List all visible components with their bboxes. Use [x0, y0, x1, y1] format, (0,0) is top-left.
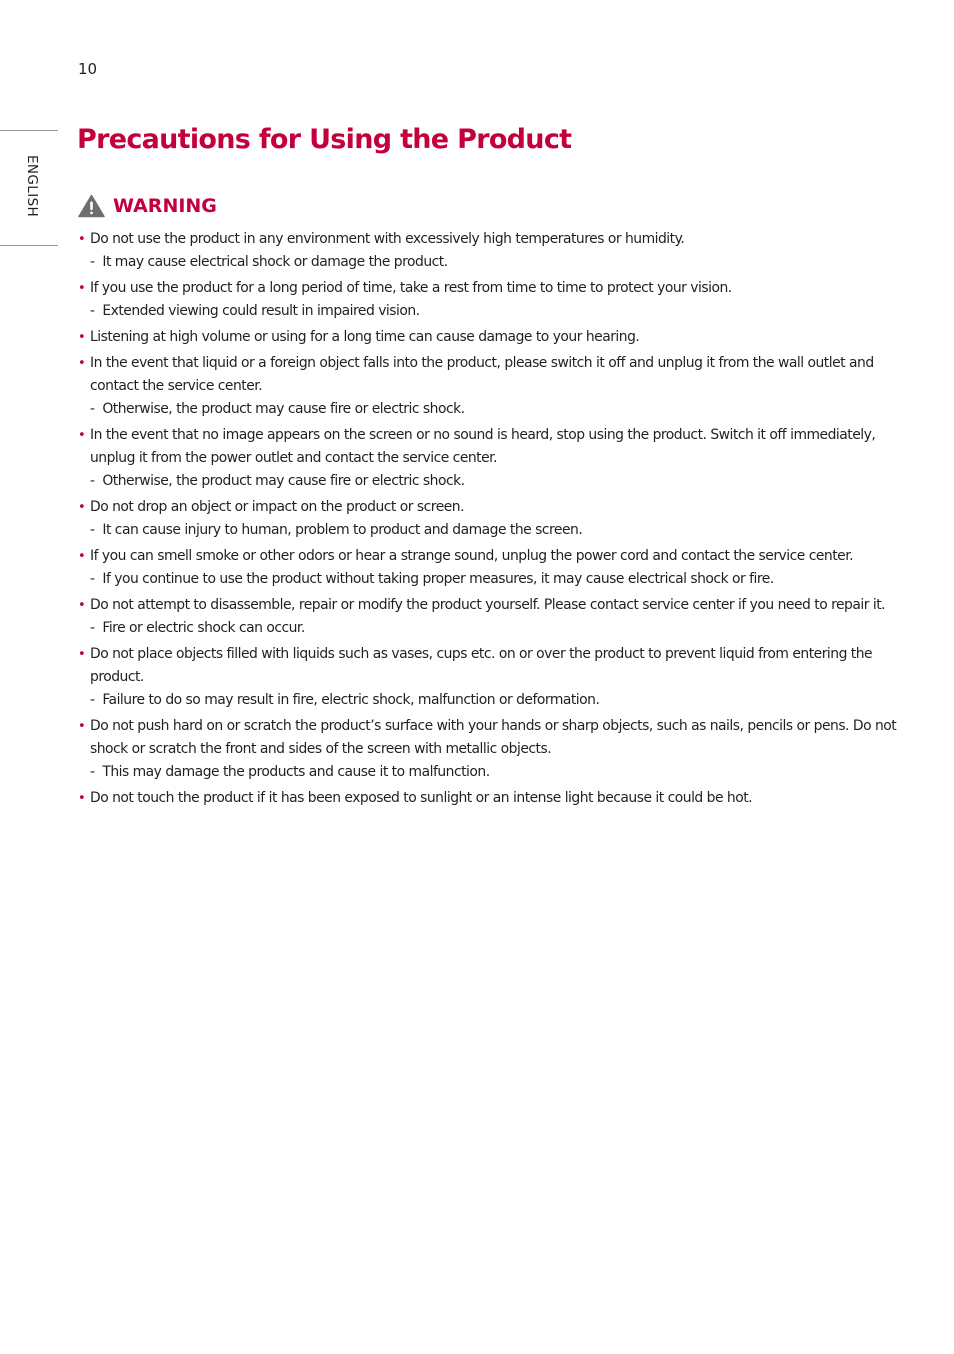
dash-marker: - [90, 571, 103, 587]
dash-marker: - [90, 692, 103, 708]
bullet-marker: • [78, 281, 86, 296]
bullet-marker: • [78, 719, 86, 734]
bullet-marker: • [78, 356, 86, 371]
warning-item-consequence [90, 519, 904, 542]
warning-item [78, 545, 904, 591]
warning-item [78, 643, 904, 712]
bullet-marker: • [78, 598, 86, 613]
bullet-marker: • [78, 330, 86, 345]
warning-item-text: Do not use the product in any environment with excessively high temperatures or humidity. [90, 231, 685, 247]
consequence-text: It may cause electrical shock or damage the product. [102, 254, 448, 270]
consequence-text: If you continue to use the product without taking proper measures, it may cause electrical shock or fire. [102, 571, 774, 587]
warning-list [78, 228, 904, 813]
warning-item [78, 496, 904, 542]
bullet-marker: • [78, 549, 86, 564]
consequence-text: This may damage the products and cause it to malfunction. [102, 764, 490, 780]
language-side-tab [0, 130, 58, 246]
warning-item-consequence [90, 300, 904, 323]
warning-item [78, 594, 904, 640]
warning-item-consequence [90, 761, 904, 784]
bullet-marker: • [78, 428, 86, 443]
warning-item-text: Listening at high volume or using for a long time can cause damage to your hearing. [90, 329, 640, 345]
warning-item-consequence [90, 689, 904, 712]
page-title: Precautions for Using the Product [77, 124, 572, 155]
warning-item-consequence [90, 617, 904, 640]
warning-item-consequence [90, 470, 904, 493]
warning-item [78, 715, 904, 784]
bullet-marker: • [78, 647, 86, 662]
warning-item [78, 326, 904, 349]
dash-marker: - [90, 303, 103, 319]
warning-item-consequence [90, 568, 904, 591]
warning-heading [78, 192, 217, 220]
bullet-marker: • [78, 232, 86, 247]
warning-item-text: If you can smell smoke or other odors or hear a strange sound, unplug the power cord and contact the service center. [90, 548, 854, 564]
dash-marker: - [90, 620, 103, 636]
page-number: 10 [78, 60, 98, 78]
warning-item [78, 228, 904, 274]
warning-item-consequence [90, 398, 904, 421]
warning-item [78, 787, 904, 810]
warning-label: WARNING [113, 195, 217, 217]
warning-item-text: Do not push hard on or scratch the product’s surface with your hands or sharp objects, such as nails, pencils or pens. Do not shock or scratch the front and sides of the screen with metallic objects. [90, 718, 897, 757]
warning-item [78, 277, 904, 323]
consequence-text: Otherwise, the product may cause fire or electric shock. [102, 401, 465, 417]
bullet-marker: • [78, 791, 86, 806]
warning-item-text: Do not touch the product if it has been exposed to sunlight or an intense light because it could be hot. [90, 790, 753, 806]
dash-marker: - [90, 473, 103, 489]
warning-item-text: Do not drop an object or impact on the product or screen. [90, 499, 465, 515]
consequence-text: Fire or electric shock can occur. [102, 620, 305, 636]
warning-item [78, 352, 904, 421]
dash-marker: - [90, 401, 103, 417]
warning-item-text: Do not place objects filled with liquids such as vases, cups etc. on or over the product to prevent liquid from entering the product. [90, 646, 873, 685]
dash-marker: - [90, 254, 103, 270]
consequence-text: Otherwise, the product may cause fire or electric shock. [102, 473, 465, 489]
warning-item-text: In the event that liquid or a foreign object falls into the product, please switch it off and unplug it from the wall outlet and contact the service center. [90, 355, 874, 394]
bullet-marker: • [78, 500, 86, 515]
dash-marker: - [90, 522, 103, 538]
warning-item [78, 424, 904, 493]
consequence-text: Failure to do so may result in fire, electric shock, malfunction or deformation. [102, 692, 600, 708]
language-label: ENGLISH [24, 155, 40, 218]
consequence-text: It can cause injury to human, problem to product and damage the screen. [102, 522, 583, 538]
warning-item-text: In the event that no image appears on the screen or no sound is heard, stop using the product. Switch it off immediately, unplug it from the power outlet and contact the service center. [90, 427, 876, 466]
warning-triangle-icon [78, 194, 105, 218]
dash-marker: - [90, 764, 103, 780]
warning-item-text: Do not attempt to disassemble, repair or modify the product yourself. Please contact service center if you need to repair it. [90, 597, 886, 613]
consequence-text: Extended viewing could result in impaired vision. [102, 303, 420, 319]
warning-item-text: If you use the product for a long period of time, take a rest from time to time to protect your vision. [90, 280, 732, 296]
warning-item-consequence [90, 251, 904, 274]
